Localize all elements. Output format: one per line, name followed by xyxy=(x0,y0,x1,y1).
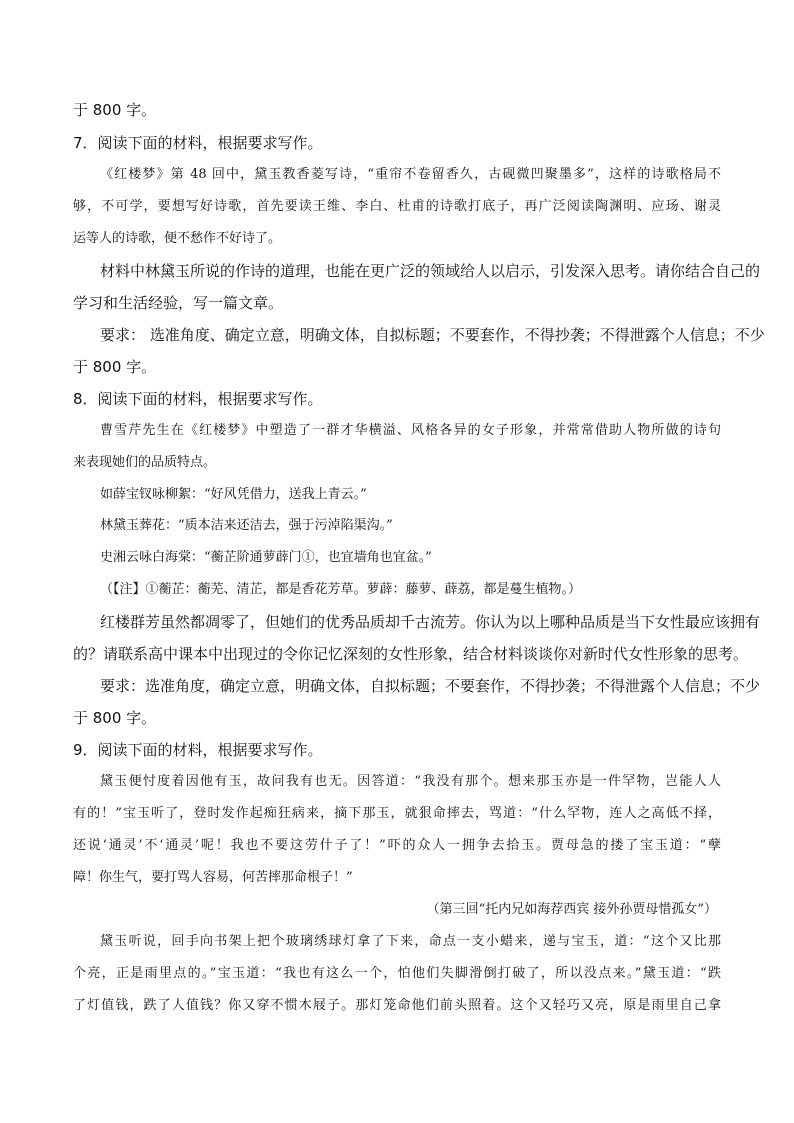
material-line: 还说‘通灵’不‘通灵’呢！我也不要这劳什子了！”吓的众人一拥争去拾玉。贾母急的搂了宝玉道：“孽 xyxy=(73,838,721,853)
material-line: 个亮，正是雨里点的。”宝玉道：“我也有这么一个，怕他们失脚滑倒打破了，所以没点来。”黛玉道：“跌 xyxy=(73,966,721,981)
material-line: 黛玉听说，回手向书架上把个玻璃绣球灯拿了下来，命点一支小蜡来，递与宝玉，道：“这个又比那 xyxy=(100,934,721,949)
material-line: 来表现她们的品质特点。 xyxy=(73,455,217,470)
prompt-line: 学习和生活经验，写一篇文章。 xyxy=(73,294,284,312)
material-line: 黛玉便忖度着因他有玉，故问我有也无。因答道：“我没有那个。想来那玉亦是一件罕物，岂能人人 xyxy=(100,774,721,789)
poem-line: 史湘云咏白海棠：“蘅芷阶通萝薜门①，也宜墙角也宜盆。” xyxy=(100,550,432,565)
question-7-heading: 7．阅读下面的材料，根据要求写作。 xyxy=(73,134,323,152)
question-9-heading: 9．阅读下面的材料，根据要求写作。 xyxy=(73,741,323,759)
material-line: 运等人的诗歌，便不愁作不好诗了。 xyxy=(73,231,282,246)
prompt-line: 材料中林黛玉所说的作诗的道理，也能在更广泛的领域给人以启示，引发深入思考。请你结合自己的 xyxy=(100,262,761,280)
prompt-line: 的？请联系高中课本中出现过的令你记忆深刻的女性形象，结合材料谈谈你对新时代女性形象的思考。 xyxy=(73,645,749,663)
requirement-line: 要求： 选准角度、确定立意，明确文体，自拟标题；不要套作，不得抄袭；不得泄露个人信息；不少 xyxy=(100,326,765,344)
requirement-line: 于 800 字。 xyxy=(73,709,157,727)
material-line: 了灯值钱，跌了人值钱？你又穿不惯木屐子。那灯笼命他们前头照着。这个又轻巧又亮，原是雨里自己拿 xyxy=(73,998,721,1013)
material-line: 《红楼梦》第 48 回中，黛玉教香菱写诗，“重帘不卷留香久，古砚微凹聚墨多”，这样的诗歌格局不 xyxy=(100,167,721,182)
poem-line: 如薛宝钗咏柳絮：“好风凭借力，送我上青云。” xyxy=(100,487,367,502)
source-citation: （第三回“托内兄如海荐西宾 接外孙贾母惜孤女”） xyxy=(426,902,717,917)
text-line: 于 800 字。 xyxy=(73,101,157,119)
prompt-line: 红楼群芳虽然都凋零了，但她们的优秀品质却千古流芳。你认为以上哪种品质是当下女性最应该拥有 xyxy=(100,613,761,631)
question-8-heading: 8．阅读下面的材料，根据要求写作。 xyxy=(73,390,323,408)
material-line: 有的！”宝玉听了，登时发作起痴狂病来，摘下那玉，就狠命摔去，骂道：“什么罕物，连人之高低不择， xyxy=(73,806,721,821)
material-line: 曹雪芹先生在《红楼梦》中塑造了一群才华横溢、风格各异的女子形象，并常常借助人物所做的诗句 xyxy=(100,423,721,438)
poem-line: 林黛玉葬花：“质本洁来还洁去，强于污淖陷渠沟。” xyxy=(100,518,393,533)
note-line: （【注】①蘅芷：蘅芜、清芷，都是香花芳草。萝薜：藤萝、薜荔，都是蔓生植物。） xyxy=(100,582,582,597)
material-line: 障！你生气，要打骂人容易，何苦摔那命根子！” xyxy=(73,870,353,885)
requirement-line: 要求：选准角度，确定立意，明确文体，自拟标题；不要套作，不得抄袭；不得泄露个人信息；不少 xyxy=(100,677,761,695)
requirement-line: 于 800 字。 xyxy=(73,358,157,376)
material-line: 够，不可学，要想写好诗歌，首先要读王维、李白、杜甫的诗歌打底子，再广泛阅读陶渊明、应玚、谢灵 xyxy=(73,199,721,214)
